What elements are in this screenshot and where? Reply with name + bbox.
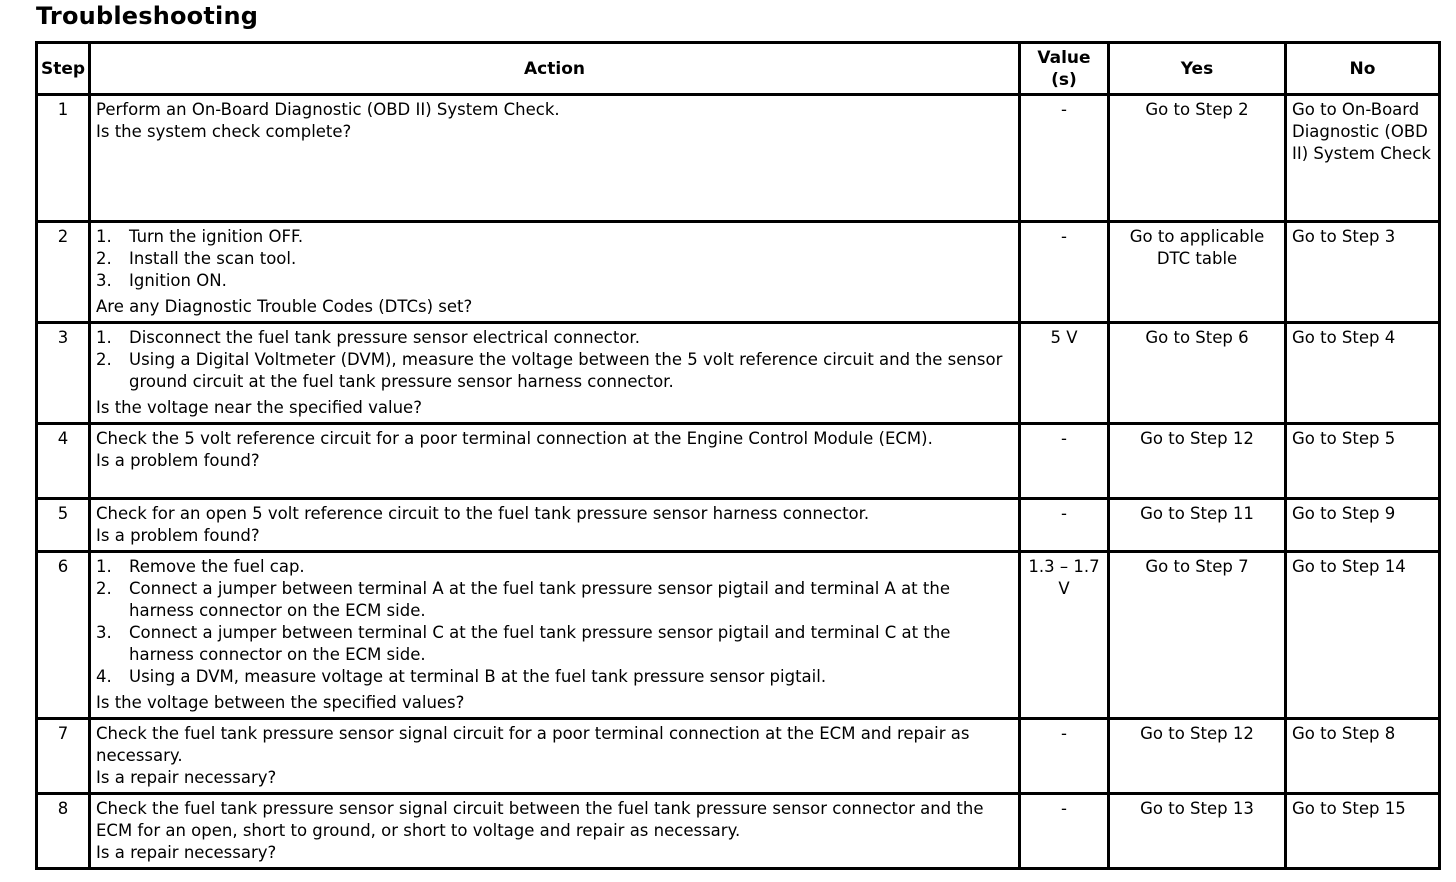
table-row (37, 552, 1440, 719)
action-text: Perform an On-Board Diagnostic (OBD II) System Check. (96, 100, 560, 119)
action-text: Check the fuel tank pressure sensor signal circuit for a poor terminal connection at the ECM and repair as necessary. (96, 724, 970, 765)
list-number: 1. (96, 328, 112, 347)
list-text: Using a Digital Voltmeter (DVM), measure the voltage between the 5 volt reference circuit and the sensor ground circuit at the fuel tank pressure sensor harness connector. (129, 350, 1003, 391)
step-number: 8 (37, 794, 90, 869)
action-cell (90, 719, 1020, 794)
yes-cell: Go to Step 2 (1109, 95, 1286, 222)
value-cell: 5 V (1020, 323, 1109, 424)
action-question: Is a problem found? (96, 526, 260, 545)
no-cell: Go to Step 3 (1286, 222, 1440, 323)
header-no: No (1286, 43, 1440, 95)
action-cell (90, 424, 1020, 499)
table-row (37, 424, 1440, 499)
action-question: Is the voltage between the specified values? (96, 693, 465, 712)
yes-cell: Go to Step 7 (1109, 552, 1286, 719)
action-cell (90, 222, 1020, 323)
no-cell: Go to Step 8 (1286, 719, 1440, 794)
list-number: 3. (96, 623, 112, 642)
action-question: Is the voltage near the specified value? (96, 398, 422, 417)
action-list (96, 226, 1013, 292)
action-text: Check the fuel tank pressure sensor signal circuit between the fuel tank pressure sensor connector and the ECM for an open, short to ground, or short to voltage and repair as necessary. (96, 799, 984, 840)
list-number: 2. (96, 579, 112, 598)
table-row (37, 499, 1440, 552)
action-list-item (96, 270, 1013, 292)
action-cell (90, 499, 1020, 552)
value-cell: - (1020, 424, 1109, 499)
no-cell: Go to Step 5 (1286, 424, 1440, 499)
action-list (96, 327, 1013, 393)
list-text: Using a DVM, measure voltage at terminal B at the fuel tank pressure sensor pigtail. (129, 667, 827, 686)
action-cell (90, 552, 1020, 719)
step-number: 5 (37, 499, 90, 552)
value-cell: - (1020, 222, 1109, 323)
header-yes: Yes (1109, 43, 1286, 95)
header-step: Step (37, 43, 90, 95)
yes-cell: Go to applicable DTC table (1109, 222, 1286, 323)
action-text: Check the 5 volt reference circuit for a poor terminal connection at the Engine Control Module (ECM). (96, 429, 933, 448)
action-cell (90, 794, 1020, 869)
list-number: 3. (96, 271, 112, 290)
yes-cell: Go to Step 12 (1109, 719, 1286, 794)
header-row (37, 43, 1440, 95)
list-text: Turn the ignition OFF. (129, 227, 304, 246)
step-number: 3 (37, 323, 90, 424)
action-question: Is a repair necessary? (96, 843, 277, 862)
yes-cell: Go to Step 6 (1109, 323, 1286, 424)
step-number: 1 (37, 95, 90, 222)
table-row (37, 323, 1440, 424)
list-text: Ignition ON. (129, 271, 227, 290)
table-row (37, 794, 1440, 869)
list-number: 1. (96, 557, 112, 576)
list-number: 4. (96, 667, 112, 686)
action-question: Are any Diagnostic Trouble Codes (DTCs) set? (96, 297, 473, 316)
no-cell: Go to Step 15 (1286, 794, 1440, 869)
yes-cell: Go to Step 12 (1109, 424, 1286, 499)
step-number: 6 (37, 552, 90, 719)
table-row (37, 222, 1440, 323)
action-list-item (96, 248, 1013, 270)
action-list-item (96, 327, 1013, 349)
action-question: Is the system check complete? (96, 122, 352, 141)
no-cell: Go to Step 9 (1286, 499, 1440, 552)
table-row (37, 95, 1440, 222)
action-question: Is a repair necessary? (96, 768, 277, 787)
no-cell: Go to On-Board Diagnostic (OBD II) System Check (1286, 95, 1440, 222)
list-text: Connect a jumper between terminal A at the fuel tank pressure sensor pigtail and terminal A at the harness connector on the ECM side. (129, 579, 950, 620)
no-cell: Go to Step 4 (1286, 323, 1440, 424)
action-cell (90, 323, 1020, 424)
header-action: Action (90, 43, 1020, 95)
action-list-item (96, 622, 1013, 666)
value-cell: - (1020, 95, 1109, 222)
table-row (37, 719, 1440, 794)
action-list-item (96, 578, 1013, 622)
action-cell (90, 95, 1020, 222)
action-question: Is a problem found? (96, 451, 260, 470)
action-list (96, 556, 1013, 688)
value-cell: - (1020, 794, 1109, 869)
step-number: 7 (37, 719, 90, 794)
list-text: Connect a jumper between terminal C at the fuel tank pressure sensor pigtail and terminal C at the harness connector on the ECM side. (129, 623, 951, 664)
value-cell: 1.3 – 1.7 V (1020, 552, 1109, 719)
list-text: Disconnect the fuel tank pressure sensor electrical connector. (129, 328, 640, 347)
action-list-item (96, 666, 1013, 688)
action-text: Check for an open 5 volt reference circuit to the fuel tank pressure sensor harness connector. (96, 504, 870, 523)
value-cell: - (1020, 499, 1109, 552)
yes-cell: Go to Step 13 (1109, 794, 1286, 869)
troubleshooting-table (35, 41, 1441, 870)
action-list-item (96, 226, 1013, 248)
no-cell: Go to Step 14 (1286, 552, 1440, 719)
step-number: 4 (37, 424, 90, 499)
value-cell: - (1020, 719, 1109, 794)
yes-cell: Go to Step 11 (1109, 499, 1286, 552)
list-number: 2. (96, 249, 112, 268)
action-list-item (96, 556, 1013, 578)
header-value: Value (s) (1020, 43, 1109, 95)
list-number: 1. (96, 227, 112, 246)
list-text: Remove the fuel cap. (129, 557, 305, 576)
page-title: Troubleshooting (36, 2, 259, 30)
action-list-item (96, 349, 1013, 393)
list-text: Install the scan tool. (129, 249, 297, 268)
list-number: 2. (96, 350, 112, 369)
step-number: 2 (37, 222, 90, 323)
